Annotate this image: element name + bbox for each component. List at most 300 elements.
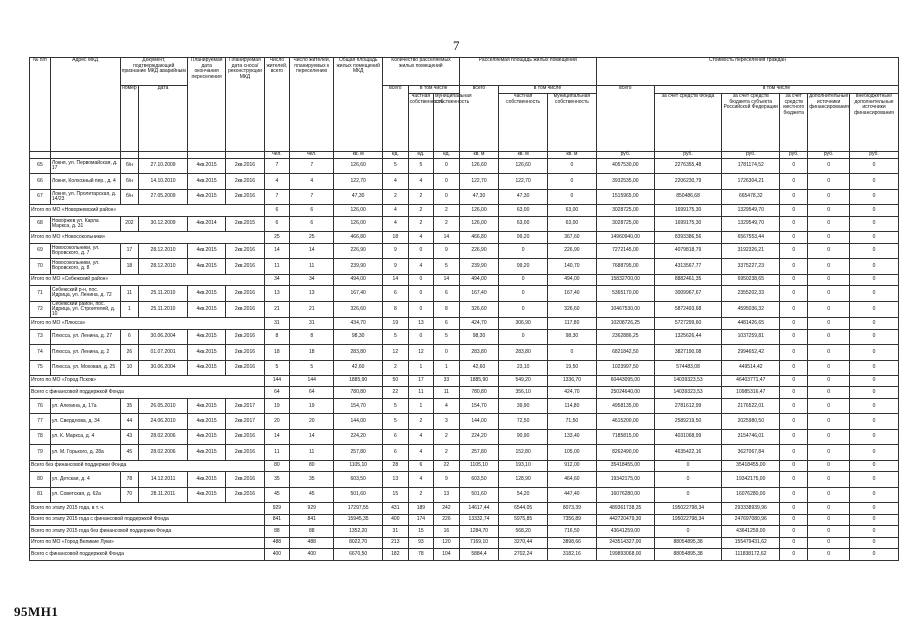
table-cell: 0 [548, 189, 597, 204]
table-cell: 0 [850, 345, 899, 360]
table-cell: 17297,55 [334, 503, 383, 515]
table-cell: 306,90 [499, 318, 548, 330]
table-cell: 447,40 [548, 487, 597, 502]
table-cell: 0 [808, 387, 850, 399]
table-cell: 47,30 [499, 189, 548, 204]
table-cell: 1 [408, 399, 434, 414]
table-cell: ул. Советская, д. 62а [50, 487, 120, 502]
table-cell: 68 [30, 216, 51, 231]
table-cell: 126,00 [334, 216, 383, 231]
table-cell: 0 [780, 526, 808, 538]
table-cell: 13 [383, 472, 409, 487]
table-cell: 25 [290, 232, 334, 244]
table-cell: 0 [808, 537, 850, 549]
table-cell: 4 [408, 445, 434, 460]
table-cell: 841 [290, 514, 334, 526]
table-cell: 60443095,00 [596, 375, 654, 387]
table-cell: 4481426,65 [722, 318, 780, 330]
table-cell: 35 [290, 472, 334, 487]
table-cell: 0 [780, 399, 808, 414]
unit-cell: кв. м [499, 152, 548, 159]
table-cell: 0 [780, 259, 808, 274]
table-cell: 105,00 [548, 445, 597, 460]
table-cell: 43641259,00 [722, 526, 780, 538]
table-cell: 2176522,01 [722, 399, 780, 414]
table-cell: 8022,70 [334, 537, 383, 549]
table-cell: 0 [850, 274, 899, 286]
table-cell: 31 [290, 318, 334, 330]
table-cell: 140,70 [548, 259, 597, 274]
table-cell: 70 [120, 487, 139, 502]
table-cell: 0 [499, 243, 548, 258]
table-cell: 0 [850, 205, 899, 217]
table-cell: 69 [30, 243, 51, 258]
table-cell: 326,60 [334, 301, 383, 318]
table-cell: 0 [654, 472, 721, 487]
table-cell: 2кв.2016 [226, 243, 264, 258]
table-cell: 0 [850, 460, 899, 472]
table-cell: ул. М. Горького, д. 28а [50, 445, 120, 460]
table-cell: 21 [264, 301, 290, 318]
table-cell: 6 [383, 445, 409, 460]
table-cell: 0 [548, 174, 597, 189]
table-cell: 10467530,00 [596, 301, 654, 318]
table-cell: 1284,70 [459, 526, 498, 538]
table-cell: 72 [30, 301, 51, 318]
table-cell: 0 [808, 329, 850, 344]
table-cell: 424,70 [459, 318, 498, 330]
subtotal-label: Итого по МО «Город Великие Луки» [30, 537, 265, 549]
table-cell: 12 [383, 345, 409, 360]
area-total-header: всего [459, 86, 498, 152]
table-cell: 5 [434, 329, 460, 344]
col-count-header: Количество расселяемых жилых помещений [383, 58, 460, 86]
table-cell: 7169,10 [459, 537, 498, 549]
table-cell: 65 [30, 159, 51, 174]
table-cell: 11 [120, 286, 139, 301]
unit-cell: ед. [434, 152, 460, 159]
table-cell: 5975,85 [499, 514, 548, 526]
table-cell: Себежский район, пос. Идрица, ул. Строителей, д. 10 [50, 301, 120, 318]
table-cell: 0 [850, 537, 899, 549]
table-cell: 14 [434, 232, 460, 244]
table-cell: 4 [290, 174, 334, 189]
table-cell: б/н [120, 189, 139, 204]
subtotal-row [30, 375, 899, 387]
table-cell: 64 [290, 387, 334, 399]
table-cell: 2кв.2016 [226, 345, 264, 360]
table-cell: 213 [383, 537, 409, 549]
table-cell: 39,90 [499, 399, 548, 414]
table-cell: 0 [808, 526, 850, 538]
table-cell: 14.10.2010 [139, 174, 188, 189]
table-cell: 0 [780, 503, 808, 515]
table-cell: 5 [408, 159, 434, 174]
table-row [30, 159, 899, 174]
subtotal-row [30, 274, 899, 286]
table-cell: 0 [808, 514, 850, 526]
table-cell: 257,80 [459, 445, 498, 460]
table-cell: 54,20 [499, 487, 548, 502]
table-cell: 14 [290, 243, 334, 258]
table-cell: 549,20 [499, 375, 548, 387]
table-cell: 2 [383, 360, 409, 375]
table-cell: 0 [499, 286, 548, 301]
table-cell: 4кв.2015 [187, 243, 225, 258]
table-cell: 5 [434, 259, 460, 274]
table-cell: 1726304,21 [722, 174, 780, 189]
table-cell: 400 [383, 514, 409, 526]
table-cell: 14 [264, 243, 290, 258]
table-cell: 3028725,00 [596, 205, 654, 217]
table-cell: 30.06.2004 [139, 360, 188, 375]
table-cell: 7 [264, 159, 290, 174]
table-cell: 16076280,00 [596, 487, 654, 502]
table-cell: 19,50 [548, 360, 597, 375]
table-cell: 9 [434, 243, 460, 258]
table-cell: 2 [434, 445, 460, 460]
table-cell: 0 [654, 460, 721, 472]
table-cell: Локня, Колхозный пер., д. 4 [50, 174, 120, 189]
table-cell: 6 [290, 216, 334, 231]
table-cell: 0 [808, 487, 850, 502]
table-cell: 283,80 [334, 345, 383, 360]
table-cell: 88054895,38 [654, 549, 721, 561]
table-cell: 4 [408, 232, 434, 244]
table-cell: 1515965,00 [596, 189, 654, 204]
table-cell: 841 [264, 514, 290, 526]
table-cell: 0 [850, 159, 899, 174]
table-cell: 9 [383, 243, 409, 258]
table-cell: 99,20 [499, 232, 548, 244]
table-cell: 0 [850, 174, 899, 189]
table-cell: 18 [383, 232, 409, 244]
table-cell: 47,30 [459, 189, 498, 204]
table-cell: 0 [780, 205, 808, 217]
table-cell: 0 [850, 243, 899, 258]
table-cell: 4 [383, 216, 409, 231]
table-cell: 43 [120, 429, 139, 444]
table-cell: 4 [408, 429, 434, 444]
table-cell: 22 [434, 460, 460, 472]
table-cell: 3898,66 [548, 537, 597, 549]
table-cell: 442720479,30 [596, 514, 654, 526]
table-cell: 257,80 [334, 445, 383, 460]
table-cell: 929 [290, 503, 334, 515]
table-cell: 400 [290, 549, 334, 561]
table-row [30, 399, 899, 414]
table-cell: 6950238,65 [722, 274, 780, 286]
table-cell: 6821842,50 [596, 345, 654, 360]
table-cell: 90,90 [499, 429, 548, 444]
table-cell: 0 [408, 329, 434, 344]
table-cell: 1 [120, 301, 139, 318]
table-cell: 0 [850, 487, 899, 502]
unit-cell: чел. [264, 152, 290, 159]
table-cell: 19 [383, 318, 409, 330]
table-cell: 21 [290, 301, 334, 318]
table-cell: 3028725,00 [596, 216, 654, 231]
table-cell: ул. Алехина, д. 17а [50, 399, 120, 414]
subtotal-label: Всего с финансовой поддержкой Фонда [30, 549, 265, 561]
table-cell: 0 [780, 429, 808, 444]
table-cell: 63,00 [548, 216, 597, 231]
table-cell: 47,30 [334, 189, 383, 204]
table-cell: 35 [264, 472, 290, 487]
table-cell: 0 [808, 286, 850, 301]
table-cell: 42,60 [334, 360, 383, 375]
table-cell: 2362886,25 [596, 329, 654, 344]
table-cell: 0 [850, 329, 899, 344]
table-cell: 494,00 [548, 274, 597, 286]
table-cell: 182 [383, 549, 409, 561]
table-cell: 126,60 [334, 159, 383, 174]
table-cell: 3 [434, 414, 460, 429]
table-cell: 16 [434, 526, 460, 538]
table-cell: 0 [808, 301, 850, 318]
table-cell: 0 [654, 526, 721, 538]
table-cell: ул. Свердлова, д. 34 [50, 414, 120, 429]
table-cell: 7 [290, 159, 334, 174]
table-cell: 224,20 [334, 429, 383, 444]
table-cell: 5 [383, 329, 409, 344]
table-cell: Плюсса, ул. Моховая, д. 25 [50, 360, 120, 375]
table-cell: 14 [434, 274, 460, 286]
table-cell: 2кв.2016 [226, 189, 264, 204]
table-cell: 4313567,77 [654, 259, 721, 274]
table-cell: 0 [850, 549, 899, 561]
table-cell: 1037259,81 [722, 329, 780, 344]
table-cell: 34 [264, 274, 290, 286]
table-cell: 6 [290, 205, 334, 217]
table-cell: 30.12.2009 [139, 216, 188, 231]
table-cell: 1885,90 [334, 375, 383, 387]
table-cell: 0 [850, 445, 899, 460]
table-cell: 0 [780, 472, 808, 487]
table-cell: 28 [383, 460, 409, 472]
col-document-header: Документ, подтверждающий признание МКД аварийным [120, 58, 187, 86]
table-cell: 8073,39 [548, 503, 597, 515]
subtotal-row [30, 526, 899, 538]
table-cell: 2кв.2016 [226, 174, 264, 189]
table-cell: Плюсса, ул. Ленина, д. 2 [50, 345, 120, 360]
table-cell: 11 [408, 387, 434, 399]
table-cell: 126,00 [334, 205, 383, 217]
unit-cell [120, 152, 139, 159]
table-cell: 193,10 [499, 460, 548, 472]
table-cell: 50 [383, 375, 409, 387]
table-cell: 0 [780, 414, 808, 429]
table-cell: 0 [548, 159, 597, 174]
unit-cell: кв. м [459, 152, 498, 159]
table-cell: 45 [120, 445, 139, 460]
table-cell: 7688795,00 [596, 259, 654, 274]
table-cell: 154,70 [459, 399, 498, 414]
table-cell: 13332,74 [459, 514, 498, 526]
table-cell: 35 [120, 399, 139, 414]
area-incl-header: в том числе [499, 86, 597, 94]
table-cell: 13 [264, 286, 290, 301]
table-body [30, 159, 899, 561]
table-cell: 174 [408, 514, 434, 526]
table-cell: 117,80 [548, 318, 597, 330]
table-cell: 8882461,35 [654, 274, 721, 286]
table-cell: Плюсса, ул. Ленина, д. 27 [50, 329, 120, 344]
table-cell: 0 [808, 429, 850, 444]
table-cell: 4кв.2015 [187, 445, 225, 460]
table-cell: 0 [780, 189, 808, 204]
col-demolition-date-header: Планируемая дата сноса/ реконструкции МКД [226, 58, 264, 152]
table-cell: 0 [808, 159, 850, 174]
table-cell: 0 [808, 399, 850, 414]
table-cell: 0 [850, 503, 899, 515]
table-cell: б/н [120, 159, 139, 174]
table-cell: 78 [30, 429, 51, 444]
table-cell: 28.12.2010 [139, 243, 188, 258]
table-cell: 0 [850, 189, 899, 204]
table-cell: 6 [434, 318, 460, 330]
table-cell: 226,90 [334, 243, 383, 258]
table-cell: 0 [434, 189, 460, 204]
table-cell: 167,40 [548, 286, 597, 301]
subtotal-row [30, 503, 899, 515]
table-row [30, 286, 899, 301]
table-cell: 11 [264, 445, 290, 460]
table-cell: 2994652,42 [722, 345, 780, 360]
table-cell: 80 [264, 460, 290, 472]
table-cell: 2 [408, 414, 434, 429]
table-cell: 4 [408, 259, 434, 274]
table-cell: 0 [780, 159, 808, 174]
table-cell: 0 [780, 549, 808, 561]
unit-cell: ед. [408, 152, 434, 159]
table-cell: 99,20 [499, 259, 548, 274]
table-cell: 0 [780, 232, 808, 244]
table-cell: 1325626,44 [654, 329, 721, 344]
table-row [30, 487, 899, 502]
table-cell: 247697080,96 [722, 514, 780, 526]
table-cell: 78 [120, 472, 139, 487]
subtotal-label: Итого по МО «Новосокольники» [30, 232, 265, 244]
doc-number-header: номер [120, 86, 139, 152]
table-cell: 22 [383, 387, 409, 399]
table-cell: 716,50 [548, 526, 597, 538]
table-cell: ул. К. Маркса, д. 4 [50, 429, 120, 444]
table-cell: 1885,90 [459, 375, 498, 387]
table-cell: 1781174,52 [722, 159, 780, 174]
table-cell: 18 [290, 345, 334, 360]
table-cell: 0 [850, 472, 899, 487]
table-cell: 28.02.2006 [139, 429, 188, 444]
table-cell: 4кв.2015 [187, 472, 225, 487]
table-cell: 26.05.2010 [139, 399, 188, 414]
table-cell: 8 [383, 301, 409, 318]
table-row [30, 472, 899, 487]
table-cell: 19 [264, 399, 290, 414]
table-cell: 4кв.2015 [187, 487, 225, 502]
subtotal-label: Итого по МО «Город Псков» [30, 375, 265, 387]
subtotal-row [30, 537, 899, 549]
unit-cell: руб. [722, 152, 780, 159]
col-num-header: № п/п [30, 58, 51, 152]
table-cell: 6 [408, 460, 434, 472]
table-cell: 0 [434, 159, 460, 174]
table-cell: 19342175,00 [596, 472, 654, 487]
table-cell: 4кв.2015 [187, 345, 225, 360]
table-row [30, 216, 899, 231]
table-cell: 293338939,96 [722, 503, 780, 515]
table-cell: 35418455,00 [596, 460, 654, 472]
table-cell: 4кв.2015 [187, 329, 225, 344]
table-cell: 66 [30, 174, 51, 189]
col-relocation-date-header: Планируемая дата окончания переселения [187, 58, 225, 152]
table-cell: 0 [808, 472, 850, 487]
table-cell: 4кв.2015 [187, 360, 225, 375]
table-cell: 0 [808, 274, 850, 286]
table-cell: 4кв.2015 [187, 286, 225, 301]
table-cell: 0 [850, 286, 899, 301]
table-cell: 15 [383, 487, 409, 502]
table-cell: 0 [780, 329, 808, 344]
table-cell: 2 [434, 205, 460, 217]
table-cell: 0 [434, 345, 460, 360]
unit-cell: руб. [654, 152, 721, 159]
table-cell: 104 [434, 549, 460, 561]
subtotal-label: Итого по МО «Плюсса» [30, 318, 265, 330]
col-total-area-header: Общая площадь жилых помещений МКД [334, 58, 383, 152]
table-cell: 226 [434, 514, 460, 526]
table-cell: 35418455,00 [722, 460, 780, 472]
table-row [30, 445, 899, 460]
count-municipal-header: муниципальная собственность [434, 94, 460, 152]
table-cell: 0 [780, 286, 808, 301]
table-cell: 2кв.2016 [226, 301, 264, 318]
table-cell: 0 [780, 174, 808, 189]
table-cell: 122,70 [499, 174, 548, 189]
table-cell: 19 [290, 399, 334, 414]
table-cell: 1329549,70 [722, 205, 780, 217]
table-cell: 71,50 [548, 414, 597, 429]
table-cell: 1699175,30 [654, 205, 721, 217]
count-private-header: частная собственность [408, 94, 434, 152]
table-cell: 0 [408, 301, 434, 318]
table-cell: 4057530,00 [596, 159, 654, 174]
table-cell: 0 [780, 375, 808, 387]
table-cell: 15 [408, 526, 434, 538]
table-cell: 568,20 [499, 526, 548, 538]
table-cell: 326,60 [459, 301, 498, 318]
table-cell: 17 [120, 243, 139, 258]
table-cell: 7272145,00 [596, 243, 654, 258]
table-cell: 466,80 [459, 232, 498, 244]
unit-cell: руб. [850, 152, 899, 159]
table-cell: 01.07.2001 [139, 345, 188, 360]
table-cell: 5727299,60 [654, 318, 721, 330]
table-cell: 0 [850, 387, 899, 399]
table-cell: 63,00 [499, 216, 548, 231]
table-cell: 25.11.2010 [139, 301, 188, 318]
table-cell: 76 [30, 399, 51, 414]
table-cell: 2589219,50 [654, 414, 721, 429]
table-cell: 0 [850, 526, 899, 538]
table-cell: 98,30 [459, 329, 498, 344]
table-cell: 0 [780, 360, 808, 375]
table-cell: 23,10 [499, 360, 548, 375]
table-cell: 88054895,38 [654, 537, 721, 549]
table-cell: 2кв.2016 [226, 487, 264, 502]
table-cell: 4079818,79 [654, 243, 721, 258]
table-cell: 128,90 [499, 472, 548, 487]
